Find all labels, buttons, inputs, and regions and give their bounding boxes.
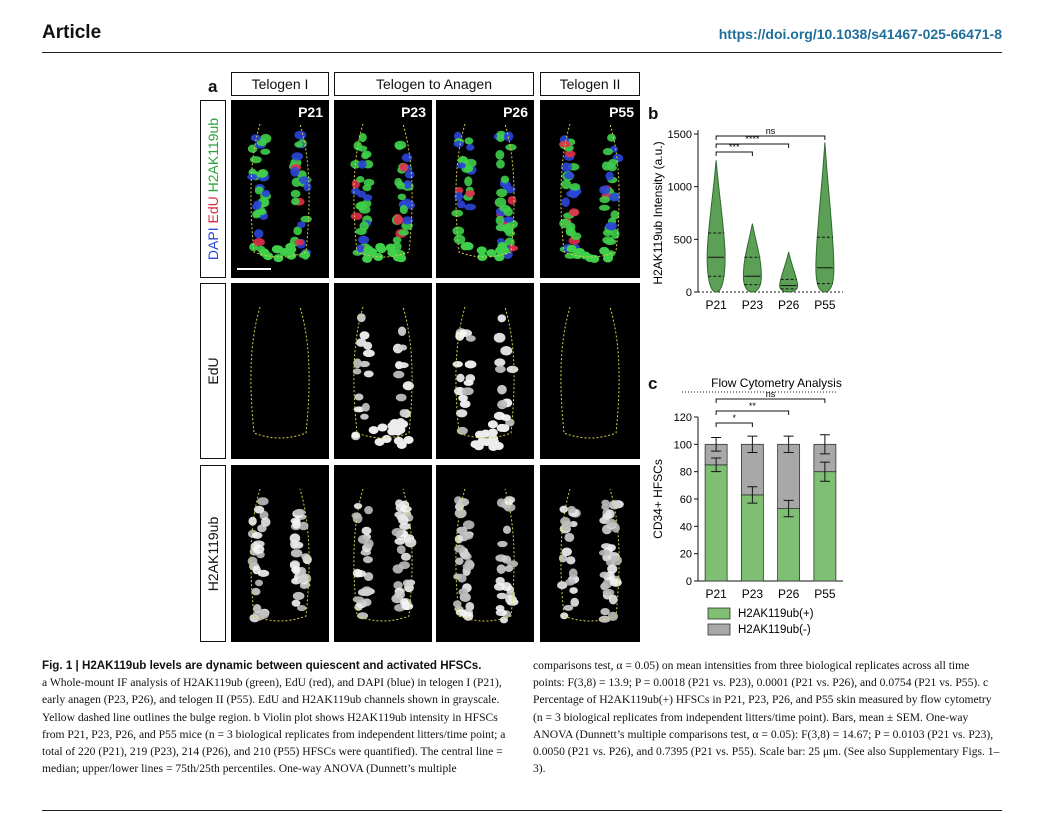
violin-xtick-label: P23 xyxy=(741,298,764,312)
micrograph-r3-c3 xyxy=(436,465,534,642)
doi-link[interactable]: https://doi.org/10.1038/s41467-025-66471-8 xyxy=(718,26,1002,42)
violin-sig-label: ns xyxy=(765,126,776,136)
bar-ytick-label: 40 xyxy=(679,521,692,534)
micrograph-r2-c3 xyxy=(436,283,534,459)
caption-left xyxy=(42,657,520,777)
bar-sig-label: ns xyxy=(765,389,776,399)
panel-c-letter: c xyxy=(648,374,658,393)
row-label-edu-red: EdU xyxy=(205,196,221,224)
violin-ytick-label: 0 xyxy=(685,287,692,299)
row-label-h2ak-green: H2AK119ub xyxy=(205,117,221,193)
bar-sig-label: ** xyxy=(748,401,756,411)
bar-chart xyxy=(648,372,848,644)
panel-b-letter: b xyxy=(648,104,659,123)
micrograph-r1-c3 xyxy=(436,100,534,278)
bar-ylabel: CD34+ HFSCs xyxy=(651,459,665,539)
bar-title: Flow Cytometry Analysis xyxy=(711,376,842,390)
row-label-dapi: DAPI xyxy=(205,227,221,261)
bar-xtick-label: P23 xyxy=(741,587,764,601)
footer-rule xyxy=(42,810,1002,811)
violin-chart xyxy=(648,112,848,334)
scale-bar xyxy=(237,268,271,270)
legend-swatch xyxy=(708,608,730,619)
legend-swatch xyxy=(708,624,730,635)
row-label-edu: EdU xyxy=(200,283,226,459)
micrograph-r2-c2 xyxy=(334,283,432,459)
legend-label: H2AK119ub(+) xyxy=(738,608,814,620)
caption-right: comparisons test, α = 0.05) on mean intensities from three biological replicates across all time points: F(3,8) = 13.9; P = 0.0018 (P21 vs. P23), 0.0001 (P21 vs. P26), and 0.0754 (P21 vs. P55). c Percentage of H2AK119ub(+) HFSCs in P21, P23, P26, and P55 skin measured by flow cytometry (n = 3 biological replicates from independent litters/time point). Bars, mean ± SEM. One-way ANOVA (Dunnett’s multiple comparisons test, α = 0.05): F(3,8) = 14.67; P = 0.0103 (P21 vs. P23), 0.0050 (P21 vs. P26), and 0.7395 (P21 vs. P55). Scale bar: 25 μm. (See also Supplementary Figs. 1–3). xyxy=(533,659,1000,776)
bar-ytick-label: 20 xyxy=(679,548,692,561)
violin-ytick-label: 1000 xyxy=(667,181,692,194)
micrograph-r3-c2 xyxy=(334,465,432,642)
bar-pos-p26 xyxy=(778,509,800,581)
violin-sig-bracket xyxy=(716,152,752,156)
bar-ytick-label: 120 xyxy=(673,412,692,424)
timepoint-label-p21: P21 xyxy=(298,104,323,120)
micrograph-r1-c4 xyxy=(540,100,640,278)
bar-sig-bracket xyxy=(716,399,825,403)
violin-sig-label: *** xyxy=(728,142,740,152)
bar-xtick-label: P26 xyxy=(777,587,800,601)
bar-sig-label: * xyxy=(732,413,737,423)
micrograph-r3-c1 xyxy=(231,465,329,642)
violin-sig-bracket xyxy=(716,144,789,148)
violin-xtick-label: P26 xyxy=(777,298,800,312)
bar-ytick-label: 60 xyxy=(679,494,692,506)
violin-p21 xyxy=(707,160,725,292)
bar-xtick-label: P55 xyxy=(814,587,836,601)
col-header-telogen-2: Telogen II xyxy=(540,72,640,96)
row-label-merge xyxy=(200,100,226,278)
bar-ytick-label: 80 xyxy=(679,466,692,479)
violin-xtick-label: P55 xyxy=(814,298,836,312)
violin-xtick-label: P21 xyxy=(705,298,727,312)
violin-ytick-label: 500 xyxy=(673,234,692,247)
micrograph-r2-c1 xyxy=(231,283,329,459)
timepoint-label-p26: P26 xyxy=(503,104,528,120)
bar-pos-p55 xyxy=(814,472,836,581)
violin-ylabel: H2AK119ub Intensity (a.u.) xyxy=(651,141,665,285)
panel-a-letter: a xyxy=(208,77,218,96)
violin-ytick-label: 1500 xyxy=(667,129,692,141)
bar-xtick-label: P21 xyxy=(705,587,727,601)
timepoint-label-p55: P55 xyxy=(609,104,634,120)
micrograph-r3-c4 xyxy=(540,465,640,642)
micrograph-r1-c1 xyxy=(231,100,329,278)
caption-left-text: a Whole-mount IF analysis of H2AK119ub (green), EdU (red), and DAPI (blue) in telogen I (P21), early anagen (P23, P26), and telogen II (P55). EdU and H2AK119ub channels shown in grayscale. Yellow dashed line outlines the bulge region. b Violin plot shows H2AK119ub intensity in HFSCs from P21, P23, P26, and P55 mice (n = 3 biological replicates from independent litters/time point; a total of 220 (P21), 219 (P23), 214 (P26), and 210 (P55) HFSCs were quantified). The central line = median; upper/lower lines = 75th/25th percentiles. One-way ANOVA (Dunnett’s multiple xyxy=(42,676,506,776)
bar-ytick-label: 100 xyxy=(673,439,692,452)
header-rule xyxy=(42,52,1002,53)
row-label-h2ak: H2AK119ub xyxy=(200,465,226,642)
bar-pos-p23 xyxy=(741,495,763,581)
violin-sig-label: **** xyxy=(745,134,760,144)
violin-sig-bracket xyxy=(716,136,825,140)
bar-ytick-label: 0 xyxy=(685,576,692,588)
bar-sig-bracket xyxy=(716,423,752,427)
bar-pos-p21 xyxy=(705,465,727,581)
timepoint-label-p23: P23 xyxy=(401,104,426,120)
col-header-telogen-to-anagen: Telogen to Anagen xyxy=(334,72,534,96)
col-header-telogen-1: Telogen I xyxy=(231,72,329,96)
legend-label: H2AK119ub(-) xyxy=(738,624,811,636)
journal-label: Article xyxy=(42,22,102,43)
violin-p23 xyxy=(743,224,761,292)
micrograph-r1-c2 xyxy=(334,100,432,278)
micrograph-r2-c4 xyxy=(540,283,640,459)
violin-p55 xyxy=(816,142,834,292)
bar-sig-bracket xyxy=(716,411,789,415)
bar-neg-p26 xyxy=(778,444,800,508)
caption-title: Fig. 1 | H2AK119ub levels are dynamic between quiescent and activated HFSCs. xyxy=(42,659,482,672)
